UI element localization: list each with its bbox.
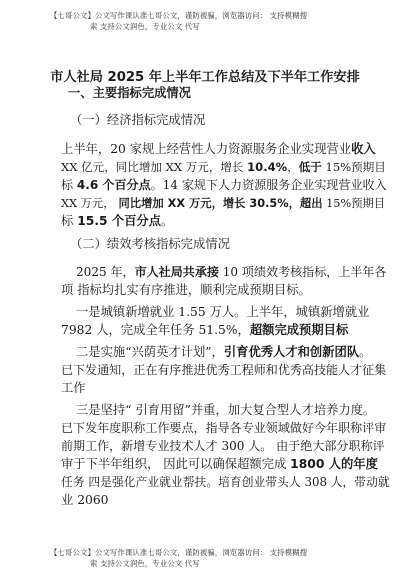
text-run: ， [287, 160, 299, 174]
text-run: 2025 年， [76, 265, 135, 279]
text-run-bold: 10.4% [247, 160, 288, 174]
paragraph-3-line-2 [61, 323, 348, 338]
header-line-1: 【七哥公文】公文写作课认准七哥公文，谨防被骗，浏览器访问： 支持模糊搜 [50, 11, 308, 20]
section-heading-1: 一、主要指标完成情况 [68, 86, 191, 100]
paragraph-4-line-3: 工作 [61, 381, 86, 395]
paragraph-3-line-1: 一是城镇新增就业 1.55 万人。上半年，城镇新增就业 [76, 305, 370, 319]
paragraph-2-line-2: 项 指标均扎实有序推进，顺利完成预期目标。 [61, 283, 311, 297]
paragraph-1-line-4 [61, 196, 385, 211]
text-run-bold: 引育优秀人才和创新团队 [223, 345, 360, 359]
text-run: 。14 家规下人力资源服务企业实现营业收入 [150, 178, 387, 192]
paragraph-1-line-3 [61, 178, 387, 193]
text-run-bold: 4.6 个百分点 [76, 178, 151, 192]
text-run: 。 [359, 345, 372, 359]
text-run: 标 [61, 214, 78, 228]
page-footer [50, 547, 370, 569]
footer-line-2: 索 支持公文润色，专业公文 代写 [90, 559, 200, 568]
text-run: XX 亿元，同比增加 XX 万元，增长 [61, 160, 248, 174]
paragraph-5-line-3: 前期工作，新增专业技术人才 300 人。 由于绝大部分职称评 [61, 439, 385, 453]
text-run-bold: 超额完成预期目标 [249, 323, 349, 337]
text-run-bold: 低于 [298, 160, 322, 174]
text-run: 15%预期目 [322, 197, 386, 210]
text-run-bold: 1800 人的年度 [290, 457, 378, 471]
paragraph-1-line-5 [61, 214, 173, 229]
text-run: 。 [161, 214, 174, 228]
header-line-2: 索 支持公文润色，专业公文 代写 [90, 22, 200, 31]
footer-line-1: 【七哥公文】公文写作课认准七哥公文，谨防被骗，浏览器访问： 支持模糊搜 [50, 548, 308, 557]
text-run: 标 [61, 178, 77, 192]
text-run: 10 项绩效考核指标，上半年各 [218, 265, 387, 279]
subsection-heading-2: （二）绩效考核指标完成情况 [70, 237, 230, 251]
paragraph-4-line-2: 已下发通知，正在有序推进优秀工程师和优秀高技能人才征集 [61, 363, 387, 377]
text-run-bold: 市人社局共承接 [134, 265, 219, 279]
paragraph-5-line-6: 业 2060 [61, 493, 109, 507]
text-run-bold: 收入 [351, 142, 376, 156]
text-run: 上半年，20 家规上经营性人力资源服务企业实现营业 [61, 142, 352, 156]
document-title: 市人社局 2025 年上半年工作总结及下半年工作安排 [50, 70, 360, 85]
paragraph-1-line-2 [61, 160, 386, 175]
text-run-bold: 15.5 个百分点 [77, 214, 162, 228]
subsection-heading-1: （一）经济指标完成情况 [70, 113, 206, 127]
paragraph-5-line-2: 已下发年度职称工作要点，指导各专业领域做好今年职称评审 [61, 421, 387, 435]
paragraph-5-line-5: 任务 四是强化产业就业帮扶。培育创业带头人 308 人，带动就 [61, 475, 390, 489]
paragraph-5-line-4 [61, 457, 378, 472]
paragraph-2-line-1 [76, 265, 386, 280]
paragraph-1-line-1 [61, 142, 376, 157]
paragraph-4-line-1 [76, 345, 371, 360]
text-run: 二是实施“兴荫英才计划”， [76, 345, 224, 359]
text-run-bold: 同比增加 XX 万元，增长 30.5%， [114, 197, 300, 210]
text-run: XX 万元， [61, 197, 115, 210]
text-run-bold: 超出 [299, 197, 323, 210]
text-run: 7982 人，完成全年任务 51.5%， [61, 323, 250, 337]
paragraph-5-line-1: 三是坚持“ 引育用留”并重，加大复合型人才培养力度。 [76, 403, 376, 417]
text-run: 审于下半年组织， 因此可以确保超额完成 [61, 457, 291, 471]
text-run: 15%预期目 [321, 160, 386, 174]
